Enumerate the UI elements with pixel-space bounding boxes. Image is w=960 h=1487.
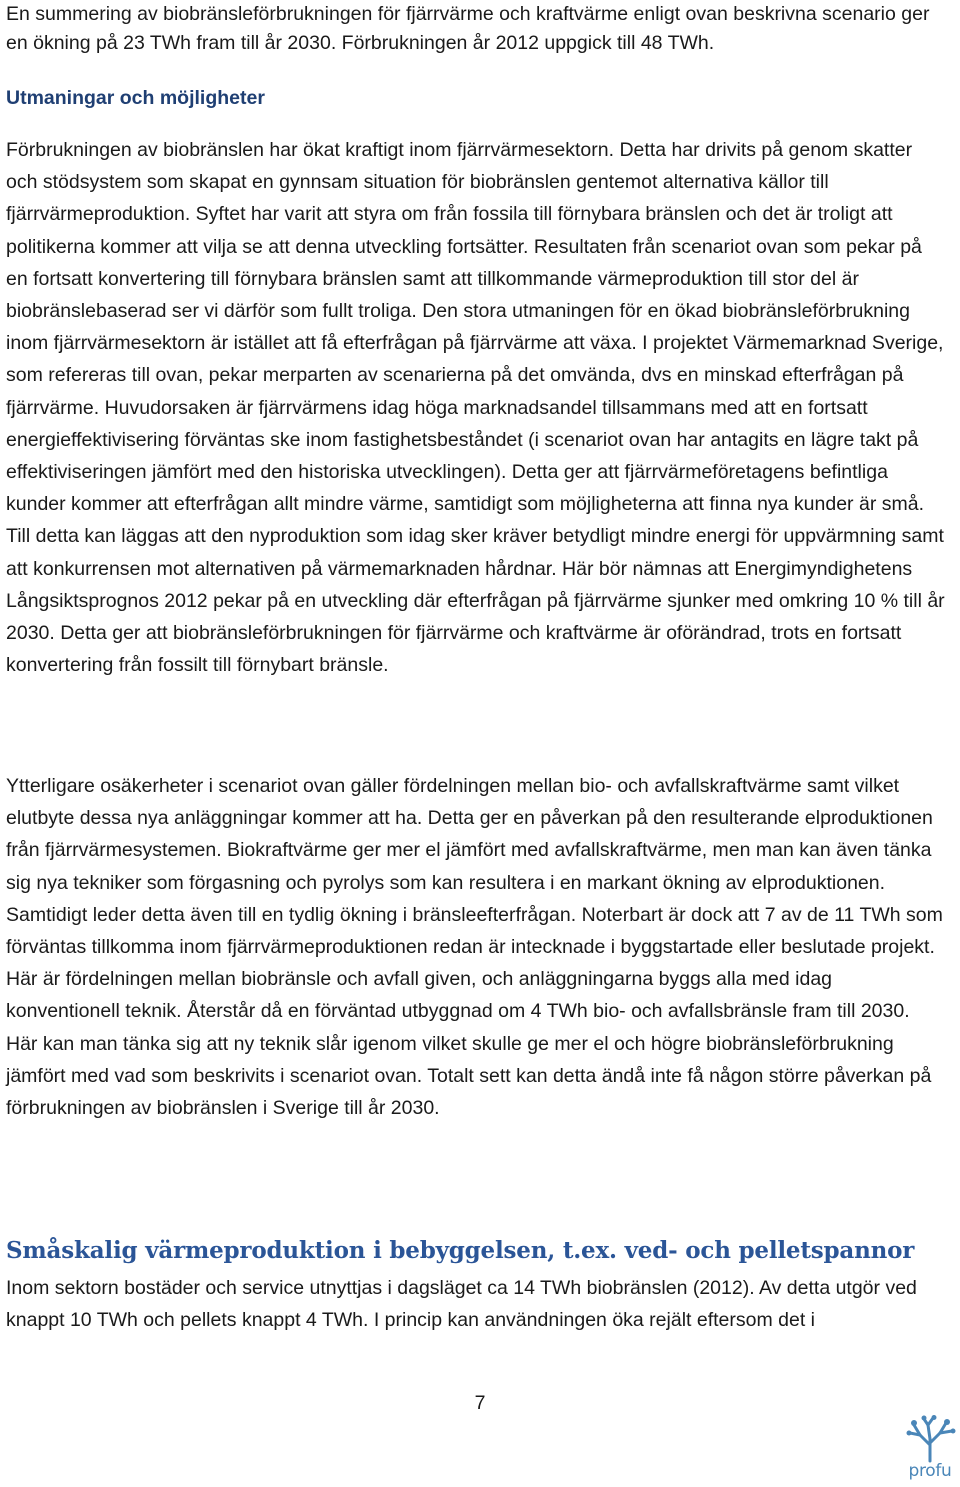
profu-logo [902, 1415, 958, 1485]
tree-icon [902, 1415, 958, 1463]
intro-paragraph: En summering av biobränsleförbrukningen för fjärrvärme och kraftvärme enligt ovan beskrivna scenario ger en ökning på 23 TWh fram till år 2030. Förbrukningen år 2012 uppgick till 48 TWh. [6, 3, 930, 54]
body-paragraph-1: Förbrukningen av biobränslen har ökat kraftigt inom fjärrvärmesektorn. Detta har drivits på genom skatter och stödsystem som skapat en gynnsam situation för biobränslen gentemot alternativa källor till fjärrvärmeproduktion. Syftet har varit att styra om från fossila till förnybara bränslen och det är troligt att politikerna kommer att vilja se att denna utveckling fortsätter. Resultaten från scenariot ovan som pekar på en fortsatt konvertering till förnybara bränslen samt att tillkommande värmeproduktion till stor del är biobränslebaserad ser vi därför som fullt troliga. Den stora utmaningen för en ökad biobränsleförbrukning inom fjärrvärmesektorn är istället att få efterfrågan på fjärrvärme att växa. I projektet Värmemarknad Sverige, som refereras till ovan, pekar merparten av scenarierna på det omvända, dvs en minskad efterfrågan på fjärrvärme. Huvudorsaken är fjärrvärmens idag höga marknadsandel tillsammans med att en fortsatt energieffektivisering förväntas ske inom fastighetsbeståndet (i scenariot ovan har antagits en lägre takt på effektiviseringen jämfört med den historiska utvecklingen). Detta ger att fjärrvärmeföretagens befintliga kunder kommer att efterfrågan allt mindre värme, samtidigt som möjligheterna att finna nya kunder är små. Till detta kan läggas att den nyproduktion som idag sker kräver betydligt mindre energi för uppvärmning samt att konkurrensen mot alternativen på värmemarknaden hårdnar. Här bör nämnas att Energimyndighetens Långsiktsprognos 2012 pekar på en utveckling där efterfrågan på fjärrvärme sjunker med omkring 10 % till år 2030. Detta ger att biobränsleförbrukningen för fjärrvärme och kraftvärme är oförändrad, trots en fortsatt konvertering från fossilt till förnybart bränsle. [6, 139, 945, 677]
body-paragraph-2: Ytterligare osäkerheter i scenariot ovan gäller fördelningen mellan bio- och avfallskraftvärme samt vilket elutbyte dessa nya anläggningar kommer att ha. Detta ger en påverkan på den resulterande elproduktionen från fjärrvärmesystemen. Biokraftvärme ger mer el jämfört med avfallskraftvärme, men man kan även tänka sig nya tekniker som förgasning och pyrolys som kan resultera i en markant ökning av elproduktionen. Samtidigt leder detta även till en tydlig ökning i bränsleefterfrågan. Noterbart är dock att 7 av de 11 TWh som förväntas tillkomma inom fjärrvärmeproduktionen redan är intecknade i byggstartade eller beslutade projekt. Här är fördelningen mellan biobränsle och avfall given, och anläggningarna byggs alla med idag konventionell teknik. Återstår då en förväntad utbyggnad om 4 TWh bio- och avfallsbränsle fram till 2030. Här kan man tänka sig att ny teknik slår igenom vilket skulle ge mer el och högre biobränsleförbrukning jämfört med vad som beskrivits i scenariot ovan. Totalt sett kan detta ändå inte få någon större påverkan på förbrukningen av biobränslen i Sverige till år 2030. [6, 775, 943, 1120]
page-number: 7 [474, 1392, 486, 1414]
section-heading: Småskalig värmeproduktion i bebyggelsen, t.ex. ved- och pelletspannor [6, 1237, 915, 1264]
body-paragraph-3: Inom sektorn bostäder och service utnyttjas i dagsläget ca 14 TWh biobränslen (2012). Av detta utgör ved knappt 10 TWh och pellets knappt 4 TWh. I princip kan användningen öka rejält eftersom det i [6, 1277, 917, 1332]
logo-wordmark: profu [908, 1461, 952, 1481]
subheading: Utmaningar och möjligheter [6, 87, 265, 109]
